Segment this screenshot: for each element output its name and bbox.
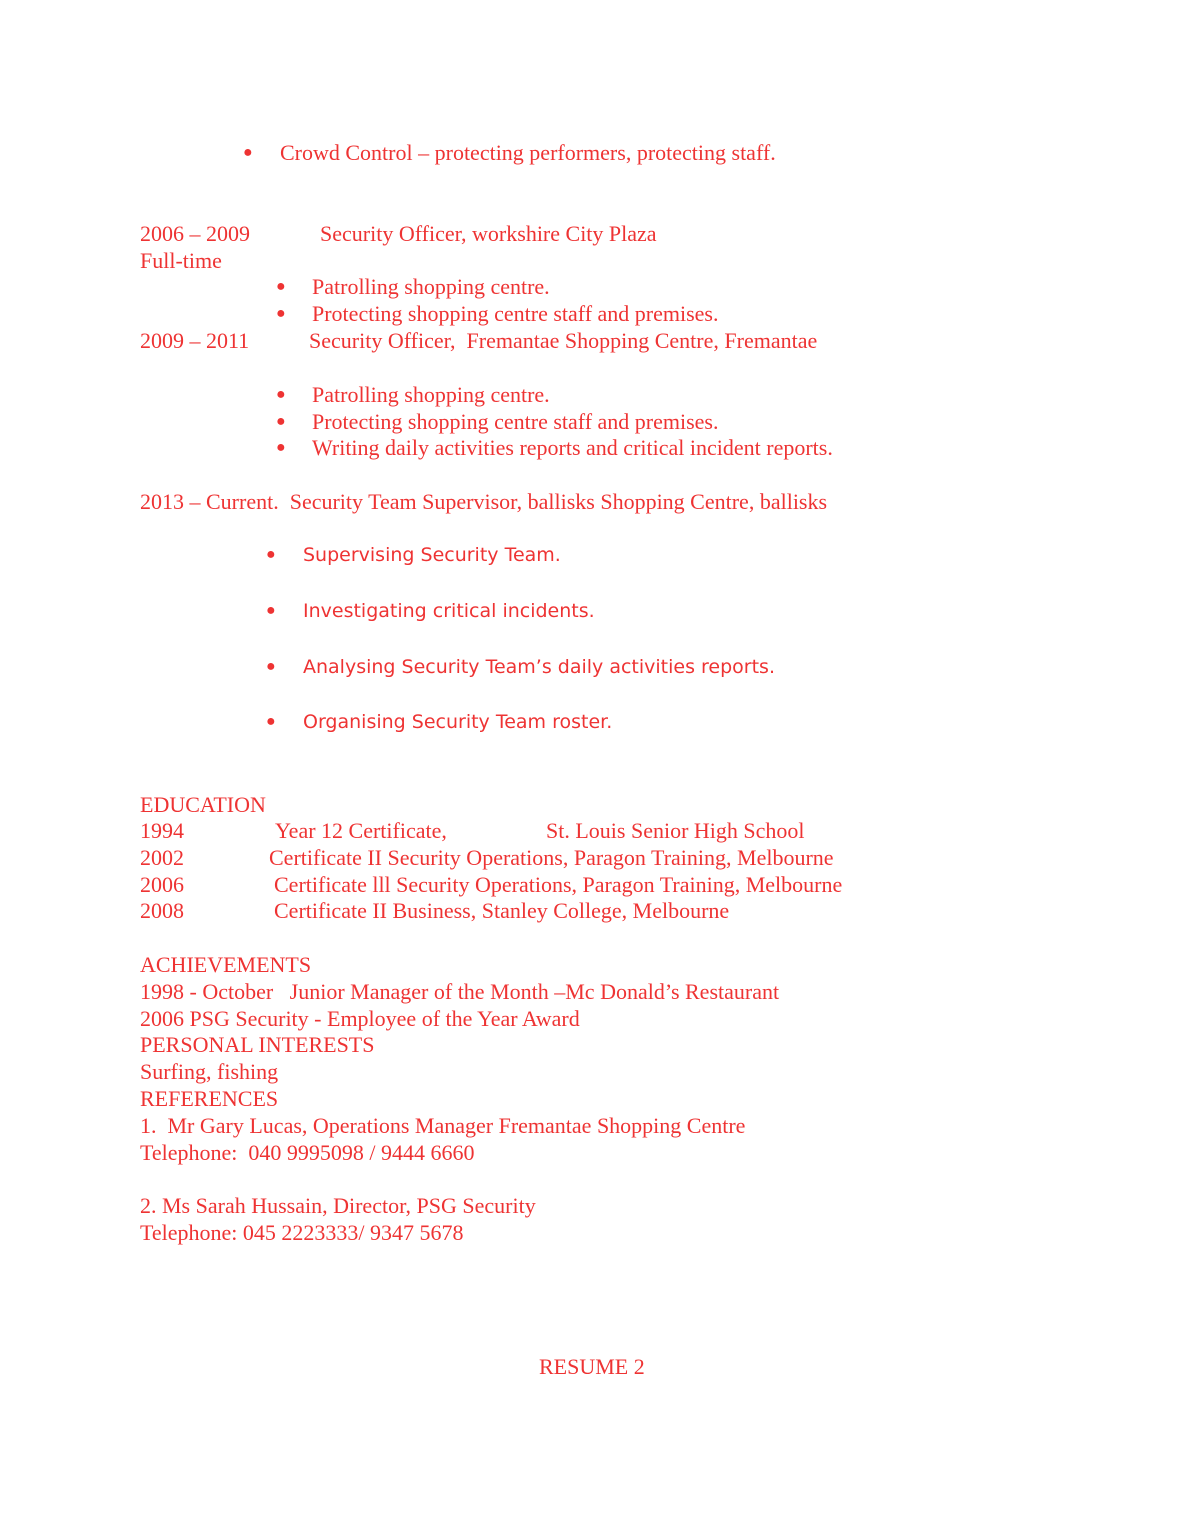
job2-bullet: Writing daily activities reports and critical incident reports.: [312, 435, 833, 460]
bullet-icon: [276, 301, 286, 327]
job3-bullet: Supervising Security Team.: [303, 544, 561, 566]
crowd-control-item: Crowd Control – protecting performers, protecting staff.: [280, 140, 776, 165]
job2-bullet: Patrolling shopping centre.: [312, 382, 550, 407]
bullet-icon: [266, 709, 276, 735]
reference-phone: Telephone: 040 9995098 / 9444 6660: [140, 1140, 475, 1165]
education-heading: EDUCATION: [140, 792, 266, 817]
job3-bullet: Organising Security Team roster.: [303, 711, 613, 733]
job1-bullet: Patrolling shopping centre.: [312, 274, 550, 299]
job1-title: Security Officer, workshire City Plaza: [320, 221, 657, 246]
interests-text: Surfing, fishing: [140, 1059, 279, 1084]
bullet-icon: [276, 409, 286, 435]
job2-years: 2009 – 2011: [140, 328, 250, 353]
education-school: St. Louis Senior High School: [546, 818, 805, 843]
bullet-icon: [276, 435, 286, 461]
page-footer: RESUME 2: [539, 1354, 645, 1379]
achievement-item: 2006 PSG Security - Employee of the Year Award: [140, 1006, 580, 1031]
education-year: 2006: [140, 872, 184, 897]
reference-name: 2. Ms Sarah Hussain, Director, PSG Security: [140, 1193, 536, 1218]
bullet-icon: [266, 654, 276, 680]
job3-heading: 2013 – Current. Security Team Supervisor, ballisks Shopping Centre, ballisks: [140, 489, 828, 514]
education-year: 1994: [140, 818, 184, 843]
references-heading: REFERENCES: [140, 1086, 279, 1111]
education-item: Certificate II Security Operations, Paragon Training, Melbourne: [269, 845, 834, 870]
bullet-icon: [276, 274, 286, 300]
bullet-icon: [243, 140, 253, 166]
bullet-icon: [266, 598, 276, 624]
job1-years: 2006 – 2009: [140, 221, 250, 246]
interests-heading: PERSONAL INTERESTS: [140, 1032, 375, 1057]
job2-title: Security Officer, Fremantae Shopping Centre, Fremantae: [309, 328, 818, 353]
achievement-item: 1998 - October Junior Manager of the Month –Mc Donald’s Restaurant: [140, 979, 780, 1004]
job3-bullet: Investigating critical incidents.: [303, 600, 595, 622]
education-year: 2008: [140, 898, 184, 923]
bullet-icon: [266, 542, 276, 568]
education-year: 2002: [140, 845, 184, 870]
achievements-heading: ACHIEVEMENTS: [140, 952, 312, 977]
job1-bullet: Protecting shopping centre staff and premises.: [312, 301, 719, 326]
job2-bullet: Protecting shopping centre staff and premises.: [312, 409, 719, 434]
education-item: Certificate lll Security Operations, Paragon Training, Melbourne: [274, 872, 843, 897]
education-item: Certificate II Business, Stanley College, Melbourne: [274, 898, 730, 923]
education-item: Year 12 Certificate,: [275, 818, 447, 843]
bullet-icon: [276, 382, 286, 408]
reference-phone: Telephone: 045 2223333/ 9347 5678: [140, 1220, 464, 1245]
job1-type: Full-time: [140, 248, 222, 273]
job3-bullet: Analysing Security Team’s daily activities reports.: [303, 656, 775, 678]
reference-name: 1. Mr Gary Lucas, Operations Manager Fremantae Shopping Centre: [140, 1113, 746, 1138]
